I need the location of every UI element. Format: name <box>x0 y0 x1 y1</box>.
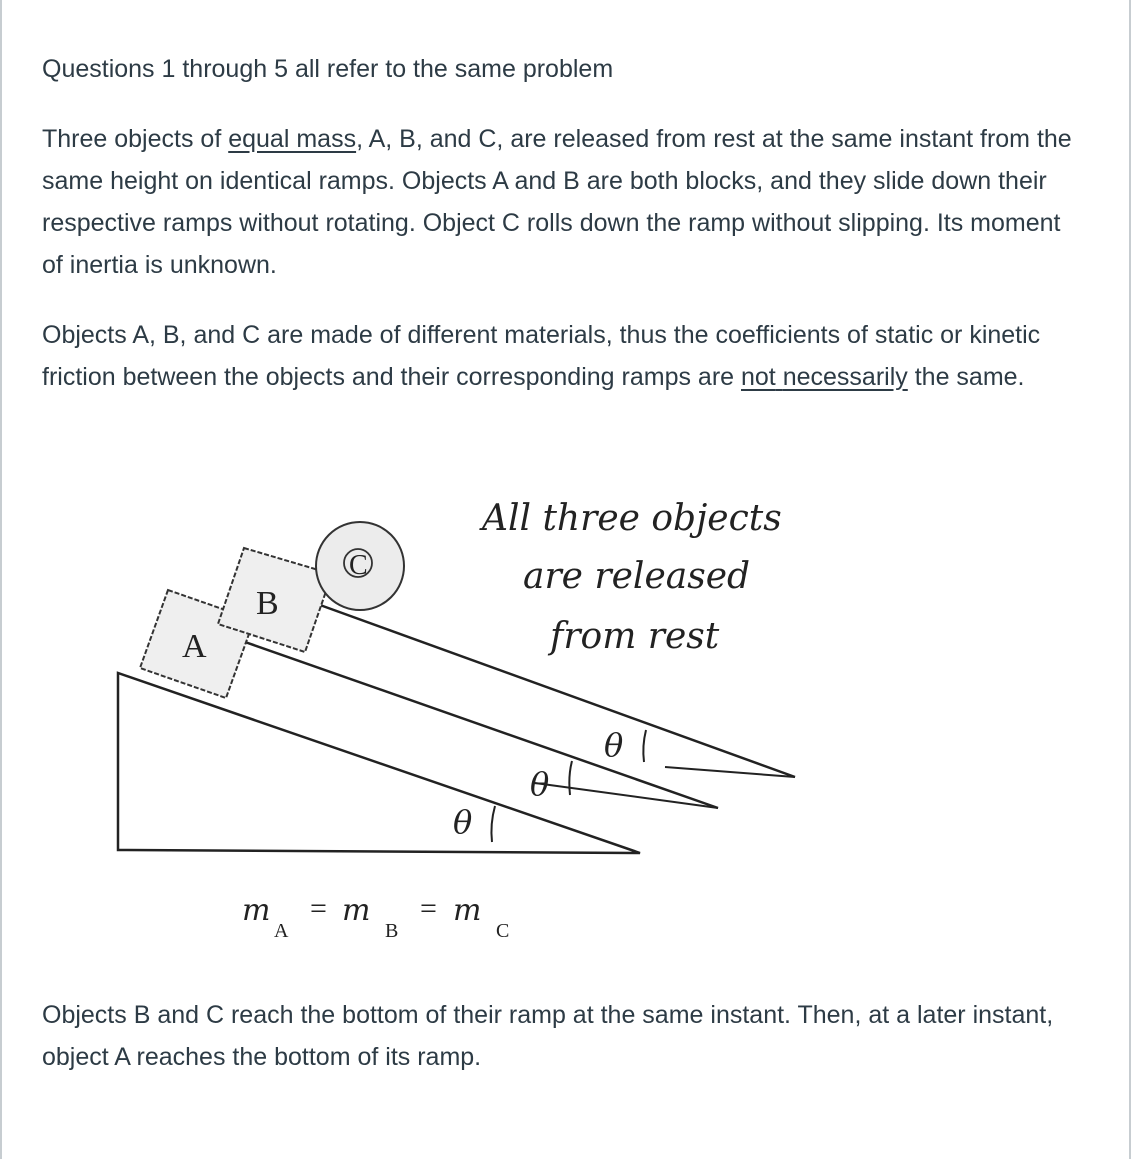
problem-text-start: Three objects of <box>42 125 229 153</box>
materials-text-end: the same. <box>907 363 1025 391</box>
caption-line-2: are released <box>523 556 751 597</box>
caption-line-1: All three objects <box>482 498 782 539</box>
angle-marker-c <box>604 726 646 764</box>
svg-text:=: = <box>420 892 437 925</box>
not-emphasis: not <box>741 363 776 391</box>
svg-text:θ: θ <box>530 765 550 803</box>
figure-caption <box>479 498 782 657</box>
problem-text-rest: , A, B, and C, are released from rest at the same instant from the same height on identical ramps. Objects A and B are both blocks, and they slide down their respective ramps without rotating. Object C rolls down the ramp without slipping. Its moment of inertia is unknown. <box>42 125 1072 279</box>
ramp-a <box>118 673 640 853</box>
svg-text:C: C <box>496 920 510 942</box>
svg-text:θ: θ <box>453 803 473 841</box>
svg-text:B: B <box>385 920 399 942</box>
svg-text:m: m <box>242 893 271 928</box>
angle-marker-b <box>530 761 572 803</box>
necessarily-emphasis: necessarily <box>782 363 908 391</box>
block-a-label: A <box>182 628 207 665</box>
ramps-diagram <box>110 490 830 950</box>
mass-equation <box>242 892 509 942</box>
svg-text:=: = <box>310 892 327 925</box>
equal-mass-emphasis: equal mass <box>228 125 357 153</box>
ball-c <box>316 522 404 610</box>
svg-text:m: m <box>453 893 482 928</box>
problem-paragraph <box>42 118 1082 286</box>
block-b-label: B <box>256 585 279 622</box>
emphasis-space <box>776 363 783 391</box>
svg-text:A: A <box>274 920 289 942</box>
materials-text-start: Objects A, B, and C are made of different materials, thus the coefficients of static or kinetic friction between the objects and their corresponding ramps are <box>42 321 1041 391</box>
svg-text:θ: θ <box>604 726 624 764</box>
ball-c-label: C <box>349 550 368 581</box>
svg-text:m: m <box>342 893 371 928</box>
materials-paragraph <box>42 314 1082 398</box>
outcome-text: Objects B and C reach the bottom of their ramp at the same instant. Then, at a later instant, object A reaches the bottom of its ramp. <box>42 1001 1054 1071</box>
intro-text: Questions 1 through 5 all refer to the same problem <box>42 55 614 83</box>
caption-line-3: from rest <box>550 616 720 657</box>
